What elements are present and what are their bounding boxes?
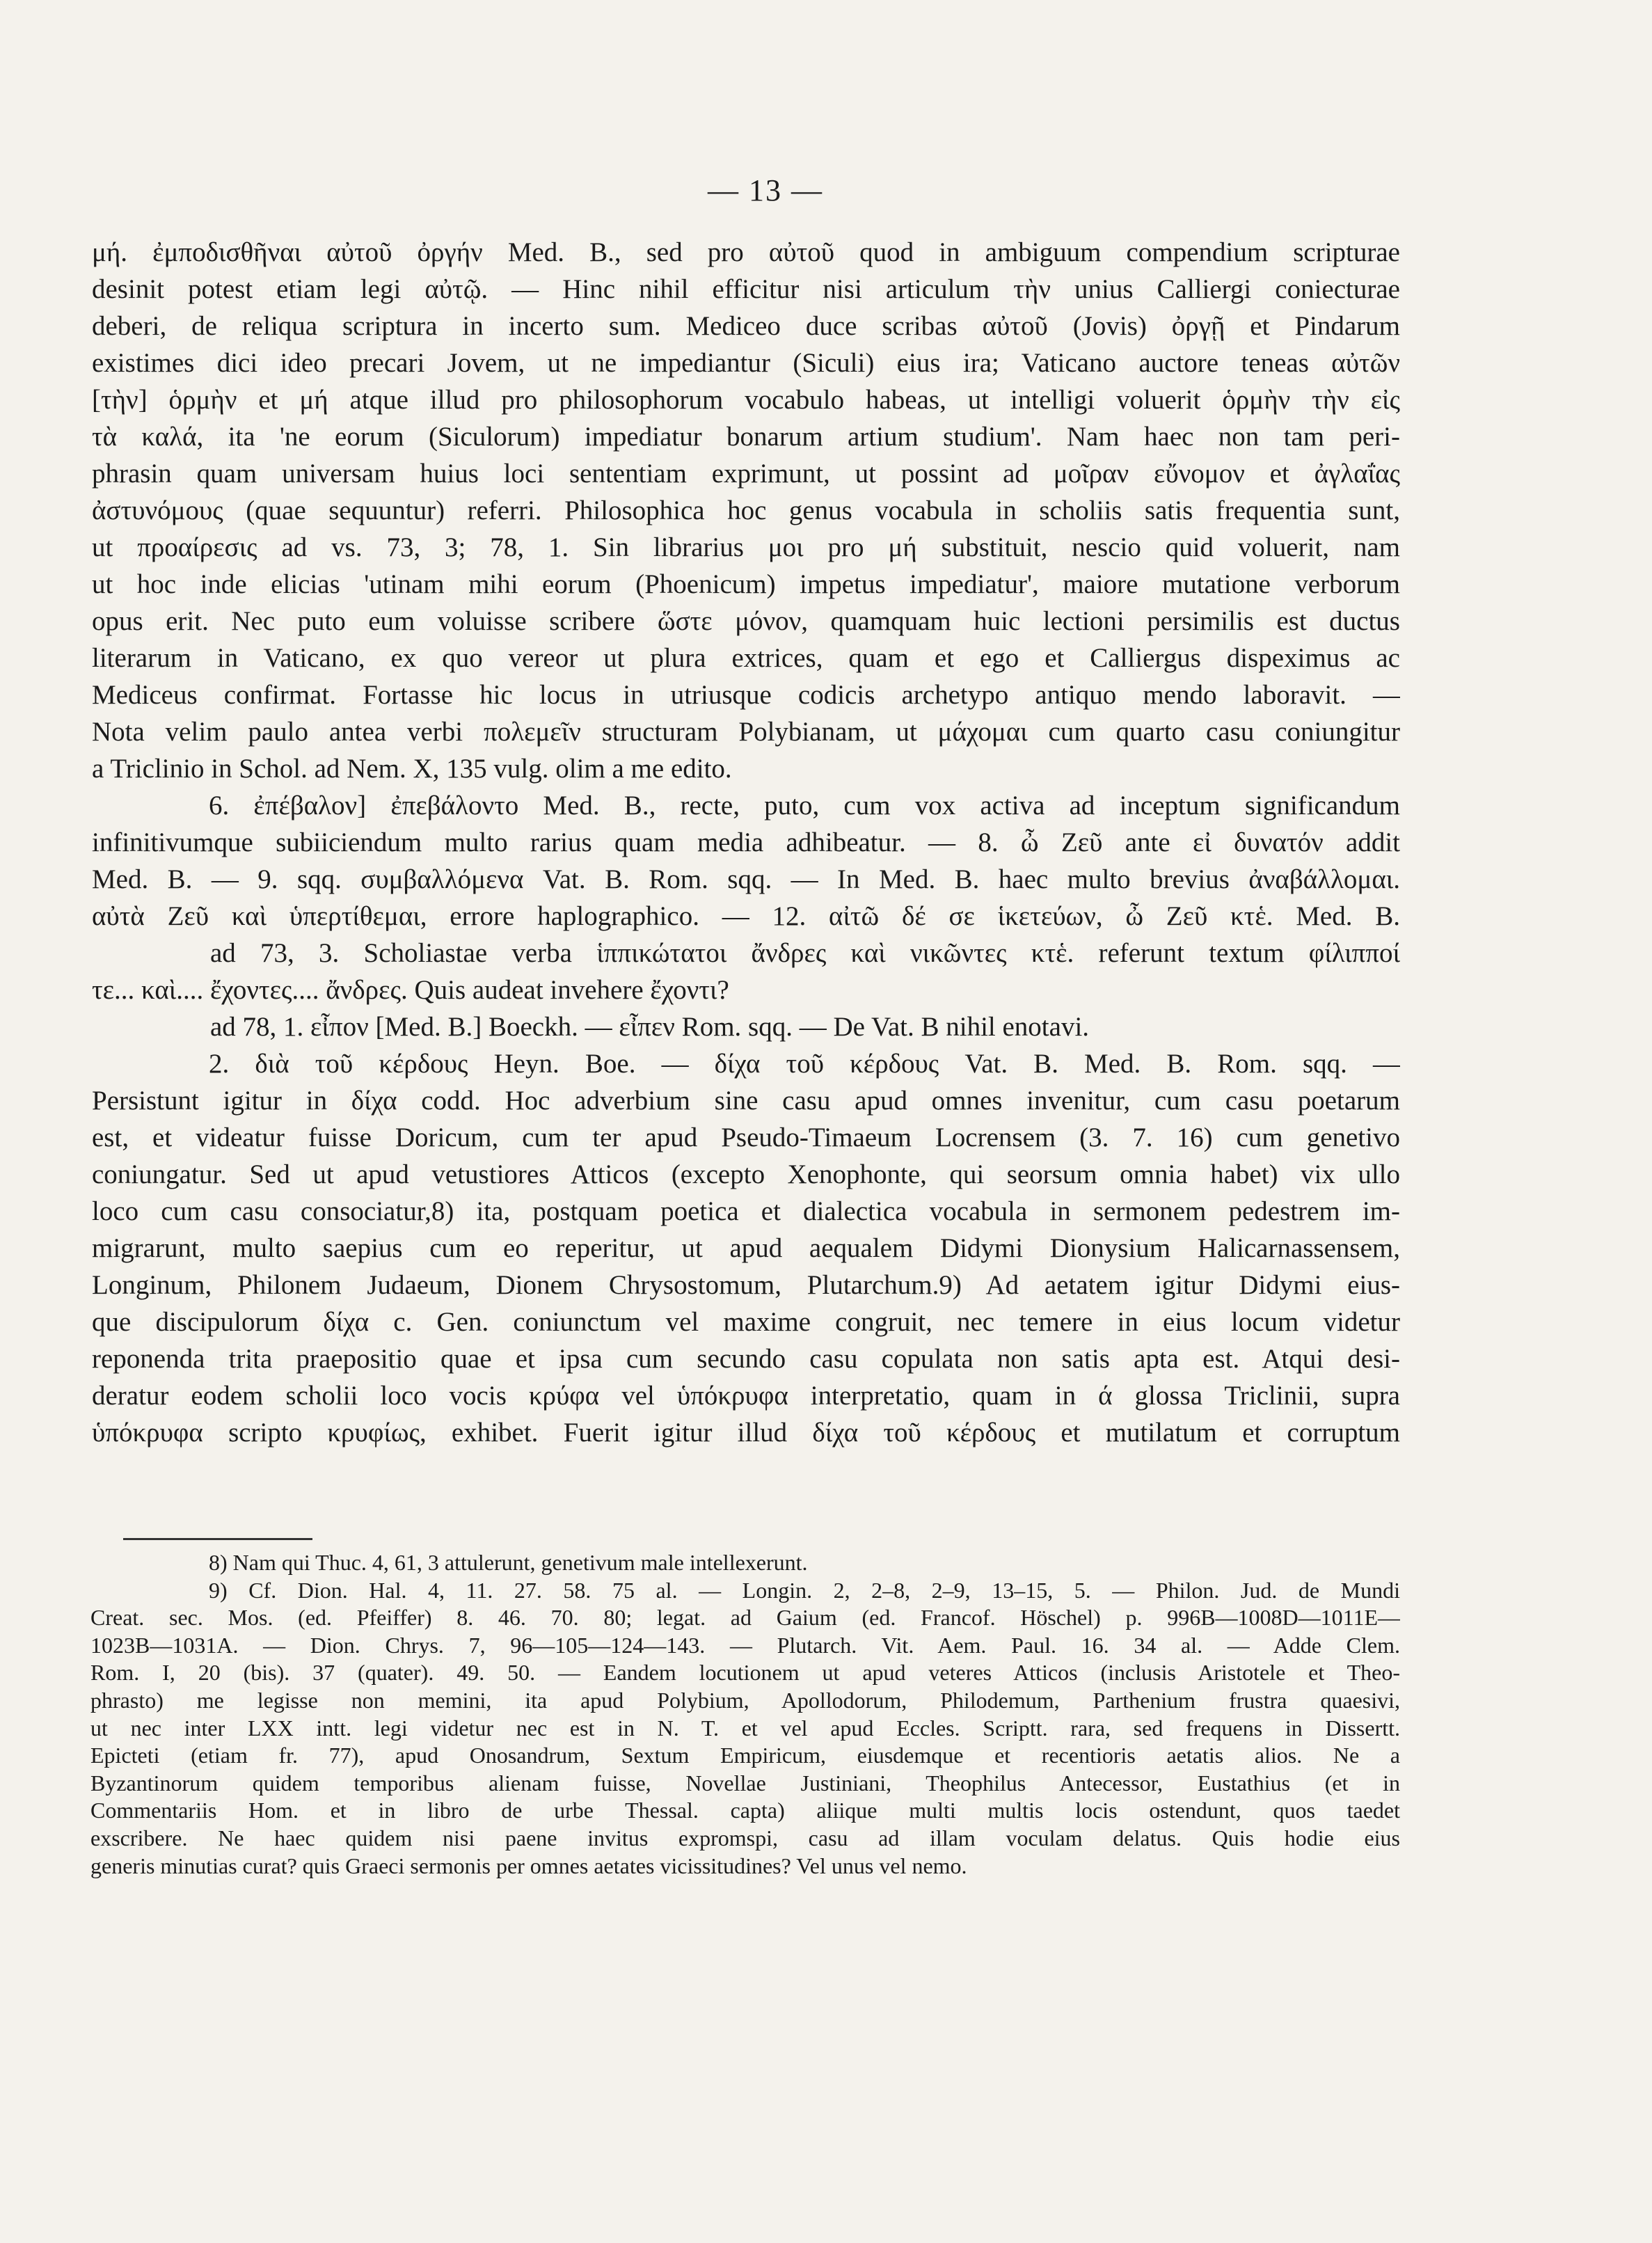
text-line: Nota velim paulo antea verbi πολεμεῖν structuram Polybianam, ut μάχομαι cum quarto casu coniungitur xyxy=(92,717,1400,747)
footnotes xyxy=(90,1549,1400,1880)
text-line: 6. ἐπέβαλον] ἐπεβάλοντο Med. B., recte, puto, cum vox activa ad inceptum significandum xyxy=(209,791,1400,821)
text-line: ad 73, 3. Scholiastae verba ἱππικώτατοι ἄνδρες καὶ νικῶντες κτἑ. referunt textum φίλιπποί xyxy=(210,938,1400,968)
text-line: reponenda trita praepositio quae et ipsa cum secundo casu copulata non satis apta est. Atqui desi- xyxy=(92,1344,1400,1374)
text-line: ὑπόκρυφα scripto κρυφίως, exhibet. Fuerit igitur illud δίχα τοῦ κέρδους et mutilatum et corruptum xyxy=(92,1418,1400,1448)
text-line: infinitivumque subiiciendum multo rarius quam media adhibeatur. — 8. ὦ Ζεῦ ante εἰ δυνατόν addit xyxy=(92,827,1400,857)
text-line: ut hoc inde elicias 'utinam mihi eorum (Phoenicum) impetus impediatur', maiore mutatione verborum xyxy=(92,569,1400,599)
footnote-line: ut nec inter LXX intt. legi videtur nec est in N. T. et vel apud Eccles. Scriptt. rara, sed frequens in Dissertt. xyxy=(90,1715,1400,1741)
text-line: loco cum casu consociatur,8) ita, postquam poetica et dialectica vocabula in sermonem pedestrem im- xyxy=(92,1196,1400,1226)
text-line: ut προαίρεσις ad vs. 73, 3; 78, 1. Sin librarius μοι pro μή substituit, nescio quid voluerit, nam xyxy=(92,532,1400,562)
text-line: est, et videatur fuisse Doricum, cum ter apud Pseudo-Timaeum Locrensem (3. 7. 16) cum genetivo xyxy=(92,1123,1400,1152)
text-line: Longinum, Philonem Judaeum, Dionem Chrysostomum, Plutarchum.9) Ad aetatem igitur Didymi eius- xyxy=(92,1270,1400,1300)
footnote-line: 8) Nam qui Thuc. 4, 61, 3 attulerunt, genetivum male intellexerunt. xyxy=(209,1550,808,1575)
text-line: 2. διὰ τοῦ κέρδους Heyn. Boe. — δίχα τοῦ κέρδους Vat. B. Med. B. Rom. sqq. — xyxy=(209,1049,1400,1079)
text-line: Mediceus confirmat. Fortasse hic locus in utriusque codicis archetypo antiquo mendo laboravit. — xyxy=(92,680,1400,710)
footnote-line: generis minutias curat? quis Graeci sermonis per omnes aetates vicissitudines? Vel unus vel nemo. xyxy=(90,1853,967,1878)
text-line: τὰ καλά, ita 'ne eorum (Siculorum) impediatur bonarum artium studium'. Nam haec non tam peri- xyxy=(92,422,1400,452)
text-line: μή. ἐμποδισθῆναι αὐτοῦ ὀργήν Med. B., sed pro αὐτοῦ quod in ambiguum compendium scripturae xyxy=(92,237,1400,267)
text-line: Med. B. — 9. sqq. συμβαλλόμενα Vat. B. Rom. sqq. — In Med. B. haec multo brevius ἀναβάλλομαι. xyxy=(92,864,1400,894)
text-line: ad 78, 1. εἶπον [Med. B.] Boeckh. — εἶπεν Rom. sqq. — De Vat. B nihil enotavi. xyxy=(210,1012,1090,1042)
footnote-line: Epicteti (etiam fr. 77), apud Onosandrum, Sextum Empiricum, eiusdemque et recentioris aetatis alios. Ne a xyxy=(90,1743,1400,1768)
footnote-line: Commentariis Hom. et in libro de urbe Thessal. capta) aliique multi multis locis ostendunt, quos taedet xyxy=(90,1798,1400,1823)
footnote-divider xyxy=(123,1538,312,1540)
text-line: que discipulorum δίχα c. Gen. coniunctum vel maxime congruit, nec temere in eius locum videtur xyxy=(92,1307,1400,1337)
text-line: Persistunt igitur in δίχα codd. Hoc adverbium sine casu apud omnes invenitur, cum casu poetarum xyxy=(92,1086,1400,1116)
text-line: deberi, de reliqua scriptura in incerto sum. Mediceo duce scribas αὐτοῦ (Jovis) ὀργῇ et Pindarum xyxy=(92,311,1400,341)
text-line: existimes dici ideo precari Jovem, ut ne impediantur (Siculi) eius ira; Vaticano auctore teneas αὐτῶν xyxy=(92,348,1400,378)
footnote-line: 1023B—1031A. — Dion. Chrys. 7, 96—105—124—143. — Plutarch. Vit. Aem. Paul. 16. 34 al. — Adde Clem. xyxy=(90,1632,1400,1658)
footnote-line: exscribere. Ne haec quidem nisi paene invitus expromspi, casu ad illam voculam delatus. Quis hodie eius xyxy=(90,1825,1400,1850)
footnote-line: phrasto) me legisse non memini, ita apud Polybium, Apollodorum, Philodemum, Parthenium frustra quaesivi, xyxy=(90,1687,1400,1713)
text-line: coniungatur. Sed ut apud vetustiores Atticos (excepto Xenophonte, qui seorsum omnia habet) vix ullo xyxy=(92,1159,1400,1189)
text-line: τε... καὶ.... ἔχοντες.... ἄνδρες. Quis audeat invehere ἔχοντι? xyxy=(92,975,729,1005)
footnote-line: 9) Cf. Dion. Hal. 4, 11. 27. 58. 75 al. — Longin. 2, 2–8, 2–9, 13–15, 5. — Philon. Jud. de Mundi xyxy=(209,1577,1400,1603)
text-line: desinit potest etiam legi αὐτῷ. — Hinc nihil efficitur nisi articulum τὴν unius Calliergi coniecturae xyxy=(92,274,1400,304)
footnote-line: Rom. I, 20 (bis). 37 (quater). 49. 50. — Eandem locutionem ut apud veteres Atticos (inclusis Aristotele et Theo- xyxy=(90,1660,1400,1686)
text-line: migrarunt, multo saepius cum eo reperitur, ut apud aequalem Didymi Dionysium Halicarnassensem, xyxy=(92,1233,1400,1263)
text-line: phrasin quam universam huius loci sententiam exprimunt, ut possint ad μοῖραν εὔνομον et ἀγλαΐας xyxy=(92,459,1400,489)
page-number: — 13 — xyxy=(708,173,823,207)
footnote-line: Creat. sec. Mos. (ed. Pfeiffer) 8. 46. 70. 80; legat. ad Gaium (ed. Francof. Höschel) p. 996B—1008D—1011E— xyxy=(90,1605,1400,1631)
text-line: opus erit. Nec puto eum voluisse scribere ὥστε μόνον, quamquam huic lectioni persimilis est ductus xyxy=(92,606,1400,636)
main-text xyxy=(92,234,1400,1451)
text-line: a Triclinio in Schol. ad Nem. X, 135 vulg. olim a me edito. xyxy=(92,754,732,784)
text-line: ἀστυνόμους (quae sequuntur) referri. Philosophica hoc genus vocabula in scholiis satis frequentia sunt, xyxy=(92,496,1400,525)
text-line: deratur eodem scholii loco vocis κρύφα vel ὑπόκρυφα interpretatio, quam in ά glossa Triclinii, supra xyxy=(92,1381,1400,1411)
footnote-line: Byzantinorum quidem temporibus alienam fuisse, Novellae Justiniani, Theophilus Antecessor, Eustathius (et in xyxy=(90,1770,1400,1796)
text-line: literarum in Vaticano, ex quo vereor ut plura extrices, quam et ego et Calliergus dispeximus ac xyxy=(92,643,1400,673)
text-line: αὐτὰ Ζεῦ καὶ ὑπερτίθεμαι, errore haplographico. — 12. αἰτῶ δέ σε ἱκετεύων, ὦ Ζεῦ κτἑ. Med. B. xyxy=(92,901,1400,931)
text-line: [τὴν] ὁρμὴν et μή atque illud pro philosophorum vocabulo habeas, ut intelligi voluerit ὁρμὴν τὴν εἰς xyxy=(92,385,1400,415)
